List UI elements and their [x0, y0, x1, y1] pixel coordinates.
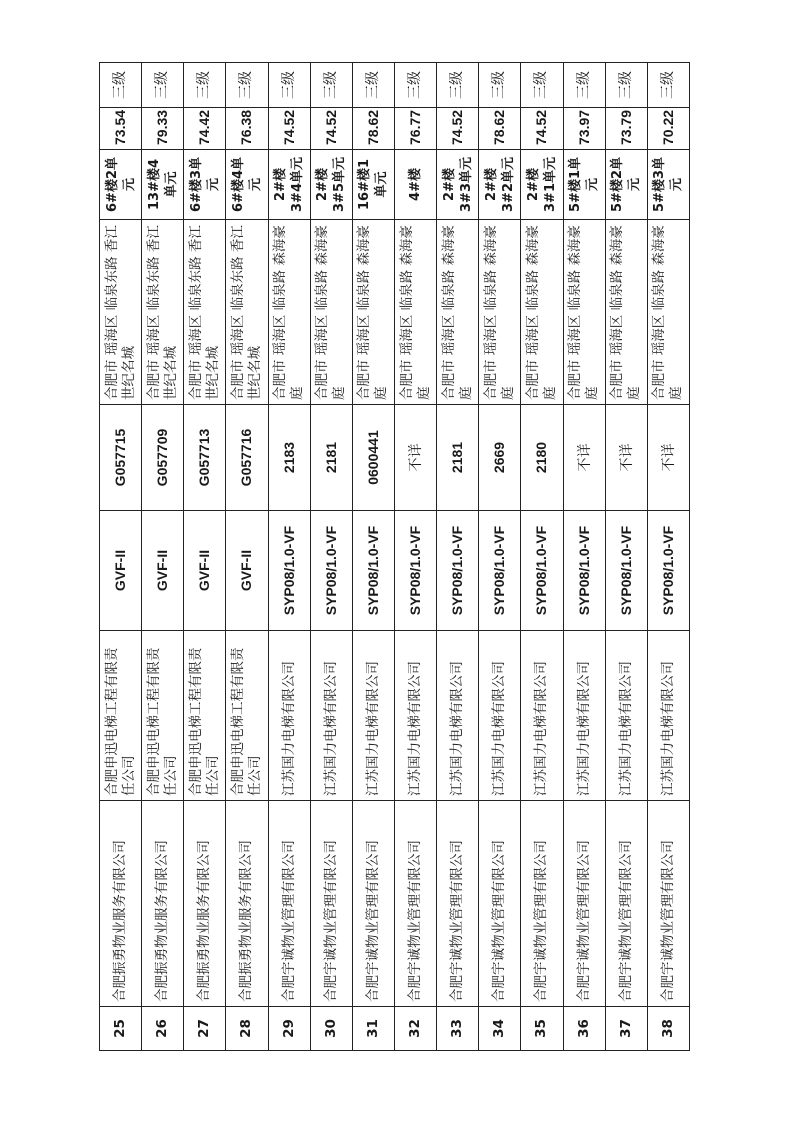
grade-cell: 三级 — [352, 63, 394, 108]
table-row — [563, 63, 605, 1051]
grade-cell: 三级 — [268, 63, 310, 108]
manufacturer-cell: 合肥申迅电梯工程有限责任公司 — [142, 631, 184, 801]
row-number-cell: 38 — [647, 1007, 689, 1051]
score-cell: 78.62 — [479, 108, 521, 150]
address-cell: 合肥市 瑶海区 临泉路 森海豪庭 — [605, 220, 647, 405]
user-unit-cell: 合肥振勇物业服务有限公司 — [226, 801, 268, 1007]
elevator-model-cell: SYP08/1.0-VF — [521, 511, 563, 631]
table-row — [437, 63, 479, 1051]
table-row — [394, 63, 436, 1051]
manufacturer-cell: 江苏国力电梯有限公司 — [394, 631, 436, 801]
table-row — [100, 63, 142, 1051]
manufacturer-cell: 合肥申迅电梯工程有限责任公司 — [184, 631, 226, 801]
manufacturer-cell: 江苏国力电梯有限公司 — [352, 631, 394, 801]
row-number-cell: 31 — [352, 1007, 394, 1051]
address-cell: 合肥市 瑶海区 临泉路 森海豪庭 — [647, 220, 689, 405]
elevator-model-cell: SYP08/1.0-VF — [647, 511, 689, 631]
serial-number-cell: 不详 — [605, 405, 647, 511]
score-cell: 74.52 — [310, 108, 352, 150]
install-location-cell: 5#楼1单元 — [563, 150, 605, 220]
manufacturer-cell: 合肥申迅电梯工程有限责任公司 — [100, 631, 142, 801]
install-location-cell: 6#楼4单元 — [226, 150, 268, 220]
row-number-cell: 27 — [184, 1007, 226, 1051]
elevator-model-cell: SYP08/1.0-VF — [605, 511, 647, 631]
serial-number-cell: 2181 — [310, 405, 352, 511]
address-cell: 合肥市 瑶海区 临泉路 森海豪庭 — [437, 220, 479, 405]
score-cell: 74.52 — [521, 108, 563, 150]
grade-cell: 三级 — [142, 63, 184, 108]
address-cell: 合肥市 瑶海区 临泉路 森海豪庭 — [479, 220, 521, 405]
score-cell: 78.62 — [352, 108, 394, 150]
user-unit-cell: 合肥宇诚物业管理有限公司 — [605, 801, 647, 1007]
serial-number-cell: 不详 — [563, 405, 605, 511]
row-number-cell: 37 — [605, 1007, 647, 1051]
manufacturer-cell: 江苏国力电梯有限公司 — [563, 631, 605, 801]
manufacturer-cell: 江苏国力电梯有限公司 — [437, 631, 479, 801]
install-location-cell: 2#楼3#2单元 — [479, 150, 521, 220]
address-cell: 合肥市 瑶海区 临泉路 森海豪庭 — [394, 220, 436, 405]
grade-cell: 三级 — [100, 63, 142, 108]
install-location-cell: 2#楼3#1单元 — [521, 150, 563, 220]
user-unit-cell: 合肥宇诚物业管理有限公司 — [521, 801, 563, 1007]
grade-cell: 三级 — [563, 63, 605, 108]
score-cell: 74.42 — [184, 108, 226, 150]
row-number-cell: 33 — [437, 1007, 479, 1051]
table-row — [226, 63, 268, 1051]
row-number-cell: 28 — [226, 1007, 268, 1051]
serial-number-cell: G057715 — [100, 405, 142, 511]
table-row — [184, 63, 226, 1051]
row-number-cell: 35 — [521, 1007, 563, 1051]
row-number-cell: 30 — [310, 1007, 352, 1051]
table-row — [605, 63, 647, 1051]
row-number-cell: 26 — [142, 1007, 184, 1051]
elevator-model-cell: SYP08/1.0-VF — [437, 511, 479, 631]
elevator-model-cell: GVF-II — [142, 511, 184, 631]
address-cell: 合肥市 瑶海区 临泉路 森海豪庭 — [352, 220, 394, 405]
grade-cell: 三级 — [521, 63, 563, 108]
grade-cell: 三级 — [479, 63, 521, 108]
serial-number-cell: G057716 — [226, 405, 268, 511]
user-unit-cell: 合肥宇诚物业管理有限公司 — [310, 801, 352, 1007]
table-row — [268, 63, 310, 1051]
address-cell: 合肥市 瑶海区 临泉路 森海豪庭 — [268, 220, 310, 405]
score-cell: 70.22 — [647, 108, 689, 150]
elevator-model-cell: GVF-II — [226, 511, 268, 631]
serial-number-cell: G057713 — [184, 405, 226, 511]
user-unit-cell: 合肥宇诚物业管理有限公司 — [352, 801, 394, 1007]
manufacturer-cell: 江苏国力电梯有限公司 — [268, 631, 310, 801]
score-cell: 74.52 — [268, 108, 310, 150]
user-unit-cell: 合肥宇诚物业管理有限公司 — [479, 801, 521, 1007]
install-location-cell: 2#楼3#4单元 — [268, 150, 310, 220]
user-unit-cell: 合肥振勇物业服务有限公司 — [100, 801, 142, 1007]
row-number-cell: 32 — [394, 1007, 436, 1051]
install-location-cell: 4#楼 — [394, 150, 436, 220]
serial-number-cell: 2183 — [268, 405, 310, 511]
user-unit-cell: 合肥振勇物业服务有限公司 — [142, 801, 184, 1007]
table-row — [479, 63, 521, 1051]
score-cell: 79.33 — [142, 108, 184, 150]
address-cell: 合肥市 瑶海区 临泉路 森海豪庭 — [521, 220, 563, 405]
install-location-cell: 16#楼1单元 — [352, 150, 394, 220]
manufacturer-cell: 合肥申迅电梯工程有限责任公司 — [226, 631, 268, 801]
table-row — [352, 63, 394, 1051]
elevator-table — [99, 62, 690, 1051]
manufacturer-cell: 江苏国力电梯有限公司 — [647, 631, 689, 801]
elevator-model-cell: SYP08/1.0-VF — [479, 511, 521, 631]
rotated-table-page — [99, 63, 690, 1051]
user-unit-cell: 合肥宇诚物业管理有限公司 — [437, 801, 479, 1007]
install-location-cell: 2#楼3#5单元 — [310, 150, 352, 220]
grade-cell: 三级 — [394, 63, 436, 108]
elevator-model-cell: SYP08/1.0-VF — [310, 511, 352, 631]
table-row — [521, 63, 563, 1051]
table-row — [142, 63, 184, 1051]
manufacturer-cell: 江苏国力电梯有限公司 — [310, 631, 352, 801]
install-location-cell: 6#楼2单元 — [100, 150, 142, 220]
user-unit-cell: 合肥振勇物业服务有限公司 — [184, 801, 226, 1007]
grade-cell: 三级 — [437, 63, 479, 108]
score-cell: 74.52 — [437, 108, 479, 150]
address-cell: 合肥市 瑶海区 临泉东路 香江世纪名城 — [184, 220, 226, 405]
elevator-model-cell: SYP08/1.0-VF — [268, 511, 310, 631]
user-unit-cell: 合肥宇诚物业管理有限公司 — [394, 801, 436, 1007]
manufacturer-cell: 江苏国力电梯有限公司 — [521, 631, 563, 801]
score-cell: 73.79 — [605, 108, 647, 150]
manufacturer-cell: 江苏国力电梯有限公司 — [479, 631, 521, 801]
elevator-model-cell: SYP08/1.0-VF — [563, 511, 605, 631]
serial-number-cell: 不详 — [647, 405, 689, 511]
install-location-cell: 6#楼3单元 — [184, 150, 226, 220]
table-body — [100, 63, 690, 1051]
serial-number-cell: 不详 — [394, 405, 436, 511]
serial-number-cell: 0600441 — [352, 405, 394, 511]
score-cell: 76.77 — [394, 108, 436, 150]
row-number-cell: 25 — [100, 1007, 142, 1051]
grade-cell: 三级 — [226, 63, 268, 108]
grade-cell: 三级 — [310, 63, 352, 108]
serial-number-cell: 2180 — [521, 405, 563, 511]
user-unit-cell: 合肥宇诚物业管理有限公司 — [647, 801, 689, 1007]
grade-cell: 三级 — [647, 63, 689, 108]
row-number-cell: 34 — [479, 1007, 521, 1051]
row-number-cell: 36 — [563, 1007, 605, 1051]
elevator-model-cell: GVF-II — [184, 511, 226, 631]
table-row — [310, 63, 352, 1051]
grade-cell: 三级 — [184, 63, 226, 108]
grade-cell: 三级 — [605, 63, 647, 108]
serial-number-cell: 2181 — [437, 405, 479, 511]
manufacturer-cell: 江苏国力电梯有限公司 — [605, 631, 647, 801]
install-location-cell: 13#楼4单元 — [142, 150, 184, 220]
elevator-model-cell: SYP08/1.0-VF — [352, 511, 394, 631]
address-cell: 合肥市 瑶海区 临泉路 森海豪庭 — [310, 220, 352, 405]
address-cell: 合肥市 瑶海区 临泉东路 香江世纪名城 — [100, 220, 142, 405]
serial-number-cell: G057709 — [142, 405, 184, 511]
elevator-model-cell: GVF-II — [100, 511, 142, 631]
score-cell: 76.38 — [226, 108, 268, 150]
serial-number-cell: 2669 — [479, 405, 521, 511]
user-unit-cell: 合肥宇诚物业管理有限公司 — [268, 801, 310, 1007]
address-cell: 合肥市 瑶海区 临泉东路 香江世纪名城 — [142, 220, 184, 405]
score-cell: 73.54 — [100, 108, 142, 150]
row-number-cell: 29 — [268, 1007, 310, 1051]
install-location-cell: 2#楼3#3单元 — [437, 150, 479, 220]
address-cell: 合肥市 瑶海区 临泉路 森海豪庭 — [563, 220, 605, 405]
install-location-cell: 5#楼2单元 — [605, 150, 647, 220]
elevator-model-cell: SYP08/1.0-VF — [394, 511, 436, 631]
table-row — [647, 63, 689, 1051]
score-cell: 73.97 — [563, 108, 605, 150]
address-cell: 合肥市 瑶海区 临泉东路 香江世纪名城 — [226, 220, 268, 405]
install-location-cell: 5#楼3单元 — [647, 150, 689, 220]
user-unit-cell: 合肥宇诚物业管理有限公司 — [563, 801, 605, 1007]
